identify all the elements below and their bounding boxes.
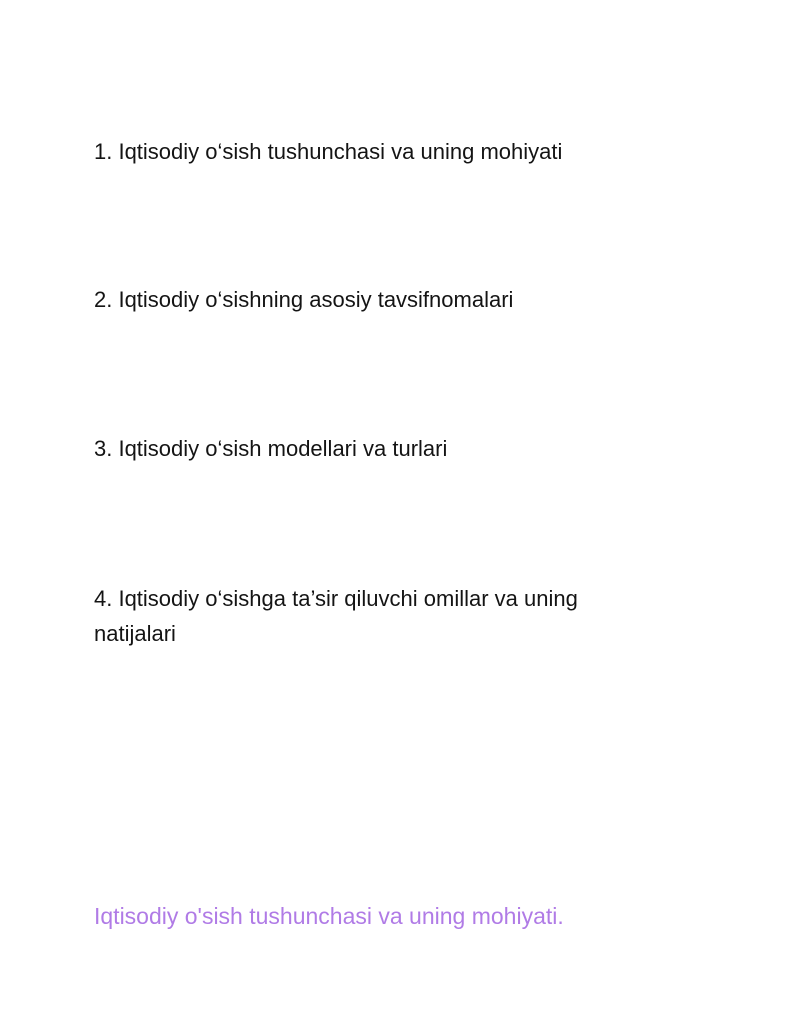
outline-item-4: 4. Iqtisodiy o‘sishga ta’sir qiluvchi omillar va uning natijalari — [94, 586, 578, 646]
section-heading: Iqtisodiy o'sish tushunchasi va uning mohiyati. — [94, 903, 564, 929]
outline-item-1: 1. Iqtisodiy o‘sish tushunchasi va uning mohiyati — [94, 139, 563, 164]
outline-item-2: 2. Iqtisodiy o‘sishning asosiy tavsifnomalari — [94, 287, 514, 312]
outline-item-3: 3. Iqtisodiy o‘sish modellari va turlari — [94, 436, 448, 461]
